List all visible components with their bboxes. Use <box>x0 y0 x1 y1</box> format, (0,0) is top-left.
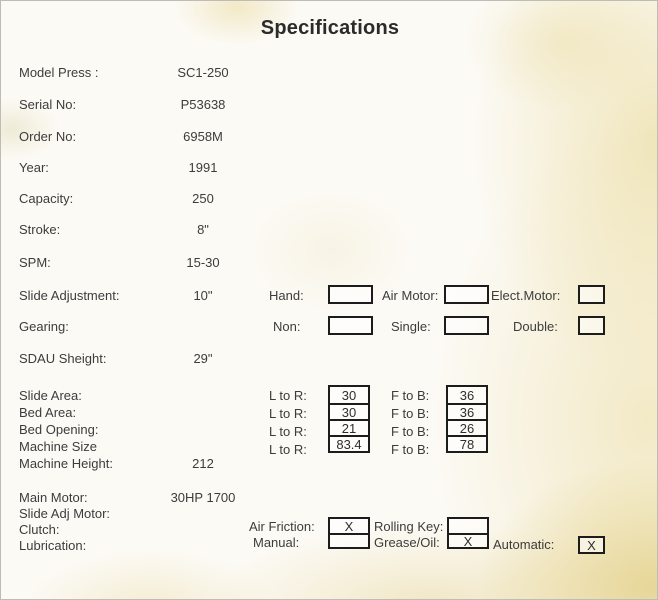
bed-area-label: Bed Area: <box>19 405 77 420</box>
year-label: Year: <box>19 160 49 175</box>
stroke-label: Stroke: <box>19 222 61 237</box>
ftb-value-stack <box>446 385 488 453</box>
machine-height-value: 212 <box>192 456 214 471</box>
non-checkbox <box>328 316 373 335</box>
sdau-sheight-value: 29" <box>193 351 213 366</box>
capacity-value: 250 <box>192 191 214 206</box>
automatic-label: Automatic: <box>493 537 555 552</box>
ftb-label-row3: F to B: <box>391 424 430 439</box>
hand-checkbox <box>328 285 373 304</box>
air-motor-label: Air Motor: <box>382 288 439 303</box>
model-press-value: SC1-250 <box>177 65 229 80</box>
rolling-key-grease-stack <box>447 517 489 549</box>
ftb-label-row4: F to B: <box>391 442 430 457</box>
elect-motor-label: Elect.Motor: <box>491 288 561 303</box>
single-checkbox <box>444 316 489 335</box>
manual-label: Manual: <box>253 535 300 550</box>
non-label: Non: <box>273 319 301 334</box>
grease-oil-checkbox: X <box>449 533 487 547</box>
air-friction-manual-stack <box>328 517 370 549</box>
double-checkbox <box>578 316 605 335</box>
air-friction-checkbox: X <box>344 518 354 534</box>
serial-no-label: Serial No: <box>19 97 77 112</box>
slide-adjustment-label: Slide Adjustment: <box>19 288 120 303</box>
bed-area-ftb-value: 36 <box>448 403 486 419</box>
capacity-label: Capacity: <box>19 191 74 206</box>
double-label: Double: <box>513 319 558 334</box>
machine-size-ltr-value: 83.4 <box>330 435 368 451</box>
bed-area-ltr-value: 30 <box>330 403 368 419</box>
air-motor-checkbox <box>444 285 489 304</box>
slide-area-label: Slide Area: <box>19 388 82 403</box>
ltr-value-stack <box>328 385 370 453</box>
lubrication-label: Lubrication: <box>19 538 87 553</box>
main-motor-value: 30HP 1700 <box>170 490 236 505</box>
rolling-key-label: Rolling Key: <box>374 519 444 534</box>
bed-opening-ltr-value: 21 <box>330 419 368 435</box>
ltr-label-row3: L to R: <box>269 424 307 439</box>
ftb-label-row2: F to B: <box>391 406 430 421</box>
model-press-label: Model Press : <box>19 65 99 80</box>
ltr-label-row2: L to R: <box>269 406 307 421</box>
hand-label: Hand: <box>269 288 304 303</box>
machine-height-label: Machine Height: <box>19 456 113 471</box>
order-no-value: 6958M <box>183 129 223 144</box>
sdau-sheight-label: SDAU Sheight: <box>19 351 107 366</box>
bed-opening-label: Bed Opening: <box>19 422 99 437</box>
page-title: Specifications <box>260 17 400 39</box>
slide-adjustment-value: 10" <box>193 288 213 303</box>
single-label: Single: <box>391 319 431 334</box>
main-motor-label: Main Motor: <box>19 490 88 505</box>
automatic-checkbox: X <box>578 536 605 554</box>
serial-no-value: P53638 <box>180 97 226 112</box>
elect-motor-checkbox <box>578 285 605 304</box>
grease-oil-label: Grease/Oil: <box>374 535 440 550</box>
spm-label: SPM: <box>19 255 51 270</box>
gearing-label: Gearing: <box>19 319 69 334</box>
ltr-label-row4: L to R: <box>269 442 307 457</box>
rolling-key-checkbox <box>449 519 487 533</box>
machine-size-label: Machine Size <box>19 439 98 454</box>
slide-adj-motor-label: Slide Adj Motor: <box>19 506 111 521</box>
stroke-value: 8" <box>197 222 209 237</box>
ftb-label-row1: F to B: <box>391 388 430 403</box>
machine-size-ftb-value: 78 <box>448 435 486 451</box>
spm-value: 15-30 <box>186 255 220 270</box>
slide-area-ltr-value: 30 <box>341 387 357 403</box>
order-no-label: Order No: <box>19 129 77 144</box>
air-friction-label: Air Friction: <box>249 519 315 534</box>
bed-opening-ftb-value: 26 <box>448 419 486 435</box>
year-value: 1991 <box>188 160 218 175</box>
clutch-label: Clutch: <box>19 522 60 537</box>
ltr-label-row1: L to R: <box>269 388 307 403</box>
slide-area-ftb-value: 36 <box>459 387 475 403</box>
manual-checkbox <box>330 533 368 547</box>
